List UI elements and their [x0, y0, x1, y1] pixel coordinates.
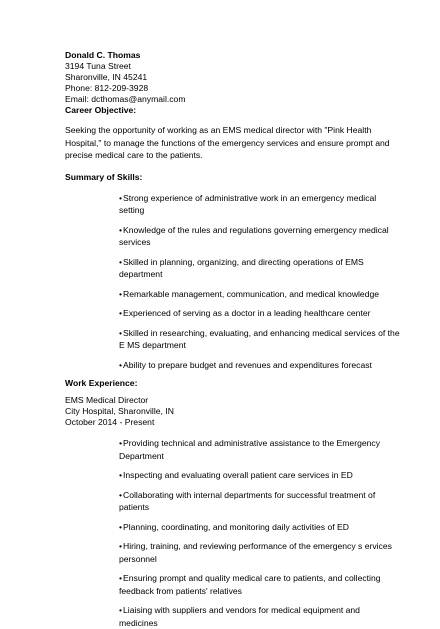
- skills-list: [65, 192, 400, 372]
- employment-dates: October 2014 - Present: [65, 417, 155, 427]
- city-address: Sharonville, IN 45241: [65, 72, 148, 82]
- work-experience-heading: Work Experience:: [65, 378, 138, 388]
- list-item: • Knowledge of the rules and regulations governing emergency medical services: [119, 224, 400, 249]
- list-item: • Providing technical and administrative assistance to the Emergency Department: [119, 437, 400, 462]
- list-item: • Collaborating with internal departments for successful treatment of patients: [119, 489, 400, 514]
- phone-number: Phone: 812-209-3928: [65, 83, 149, 93]
- list-item: • Skilled in researching, evaluating, and enhancing medical services of the E MS department: [119, 327, 400, 352]
- list-item: • Planning, coordinating, and monitoring daily activities of ED: [119, 521, 400, 534]
- career-objective-text: Seeking the opportunity of working as an EMS medical director with "Pink Health Hospital," to manage the functions of the emergency services and ensure prompt and precise medical care to the patients.: [65, 125, 390, 160]
- list-item: • Ensuring prompt and quality medical care to patients, and collecting feedback from patients' relatives: [119, 572, 400, 597]
- skills-section: [65, 172, 400, 372]
- list-item: • Ability to prepare budget and revenues and expenditures forecast: [119, 359, 400, 372]
- employer: City Hospital, Sharonville, IN: [65, 406, 174, 416]
- list-item: • Skilled in planning, organizing, and directing operations of EMS department: [119, 256, 400, 281]
- work-duties-list: [65, 437, 400, 629]
- skills-heading: Summary of Skills:: [65, 171, 143, 182]
- career-objective-heading: Career Objective:: [65, 105, 137, 115]
- contact-block: [65, 50, 400, 105]
- list-item: • Experienced of serving as a doctor in a leading healthcare center: [119, 307, 400, 320]
- list-item: • Hiring, training, and reviewing performance of the emergency s ervices personnel: [119, 540, 400, 565]
- list-item: • Inspecting and evaluating overall patient care services in ED: [119, 469, 400, 482]
- street-address: 3194 Tuna Street: [65, 61, 131, 71]
- list-item: • Remarkable management, communication, and medical knowledge: [119, 288, 400, 301]
- list-item: • Strong experience of administrative work in an emergency medical setting: [119, 192, 400, 217]
- job-title: EMS Medical Director: [65, 395, 149, 405]
- career-objective-section: [65, 105, 400, 162]
- work-experience-section: [65, 378, 400, 629]
- candidate-name: Donald C. Thomas: [65, 50, 141, 60]
- list-item: • Liaising with suppliers and vendors for medical equipment and medicines: [119, 604, 400, 629]
- email-address: Email: dcthomas@anymail.com: [65, 94, 186, 104]
